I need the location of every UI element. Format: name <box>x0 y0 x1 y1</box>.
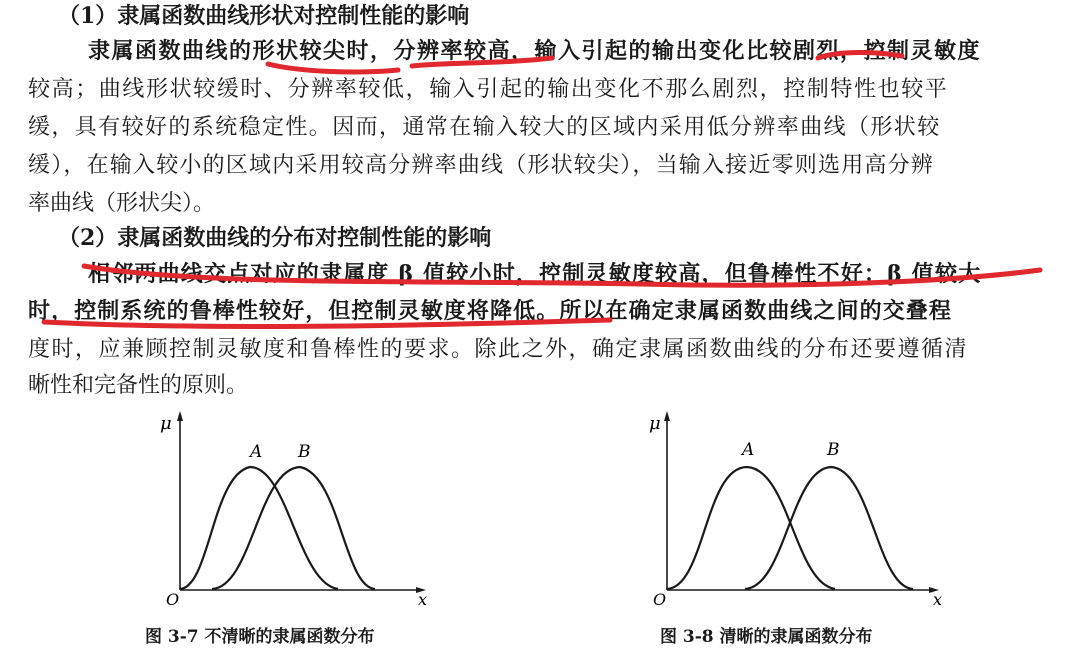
y-axis-label: μ <box>649 413 661 434</box>
section1-line-4: 缓），在输入较小的区域内采用较高分辨率曲线（形状较尖），当输入接近零则选用高分辨 <box>28 153 935 178</box>
section1-line-3: 缓，具有较好的系统稳定性。因而，通常在输入较大的区域内采用低分辨率曲线（形状较 <box>28 115 941 140</box>
curve-a-label: A <box>742 440 755 460</box>
curve-b-label: B <box>298 442 311 462</box>
curve-a <box>180 467 338 589</box>
curve-a-label: A <box>250 442 263 462</box>
section1-line-1: 隶属函数曲线的形状较尖时，分辨率较高，输入引起的输出变化比较剧烈，控制灵敏度 <box>88 38 982 64</box>
section1-heading: （1）隶属函数曲线形状对控制性能的影响 <box>58 3 470 29</box>
section2-line-2: 时，控制系统的鲁棒性较好，但控制灵敏度将降低。所以在确定隶属函数曲线之间的交叠程 <box>28 298 953 324</box>
y-axis-arrow <box>177 411 183 421</box>
section2-heading: （2）隶属函数曲线的分布对控制性能的影响 <box>58 225 492 251</box>
figure-3-8-chart <box>645 405 955 610</box>
curve-b <box>745 467 913 589</box>
x-axis-label: x <box>418 590 428 609</box>
origin-label: O <box>653 590 667 609</box>
underline-sharp-shape <box>268 64 398 72</box>
curve-a <box>667 467 835 589</box>
section1-line-2: 较高；曲线形状较缓时、分辨率较低，输入引起的输出变化不那么剧烈，控制特性也较平 <box>28 77 949 102</box>
curve-b-label: B <box>827 440 840 460</box>
y-axis-label: μ <box>160 413 172 434</box>
section2-line-3: 度时，应兼顾控制灵敏度和鲁棒性的要求。除此之外，确定隶属函数曲线的分布还要遵循清 <box>28 337 969 362</box>
figure-3-7-chart <box>150 405 450 610</box>
x-axis-label: x <box>933 590 943 609</box>
figure-3-8-caption: 图 3-8 清晰的隶属函数分布 <box>660 627 873 647</box>
origin-label: O <box>166 590 180 609</box>
section2-line-1: 相邻两曲线交点对应的隶属度 β 值较小时，控制灵敏度较高，但鲁棒性不好；β 值较大 <box>88 261 982 287</box>
figure-3-7-caption: 图 3-7 不清晰的隶属函数分布 <box>145 627 375 647</box>
section1-line-5: 率曲线（形状尖）。 <box>28 191 216 216</box>
section2-line-4: 晰性和完备性的原则。 <box>28 373 249 398</box>
y-axis-arrow <box>664 411 670 421</box>
